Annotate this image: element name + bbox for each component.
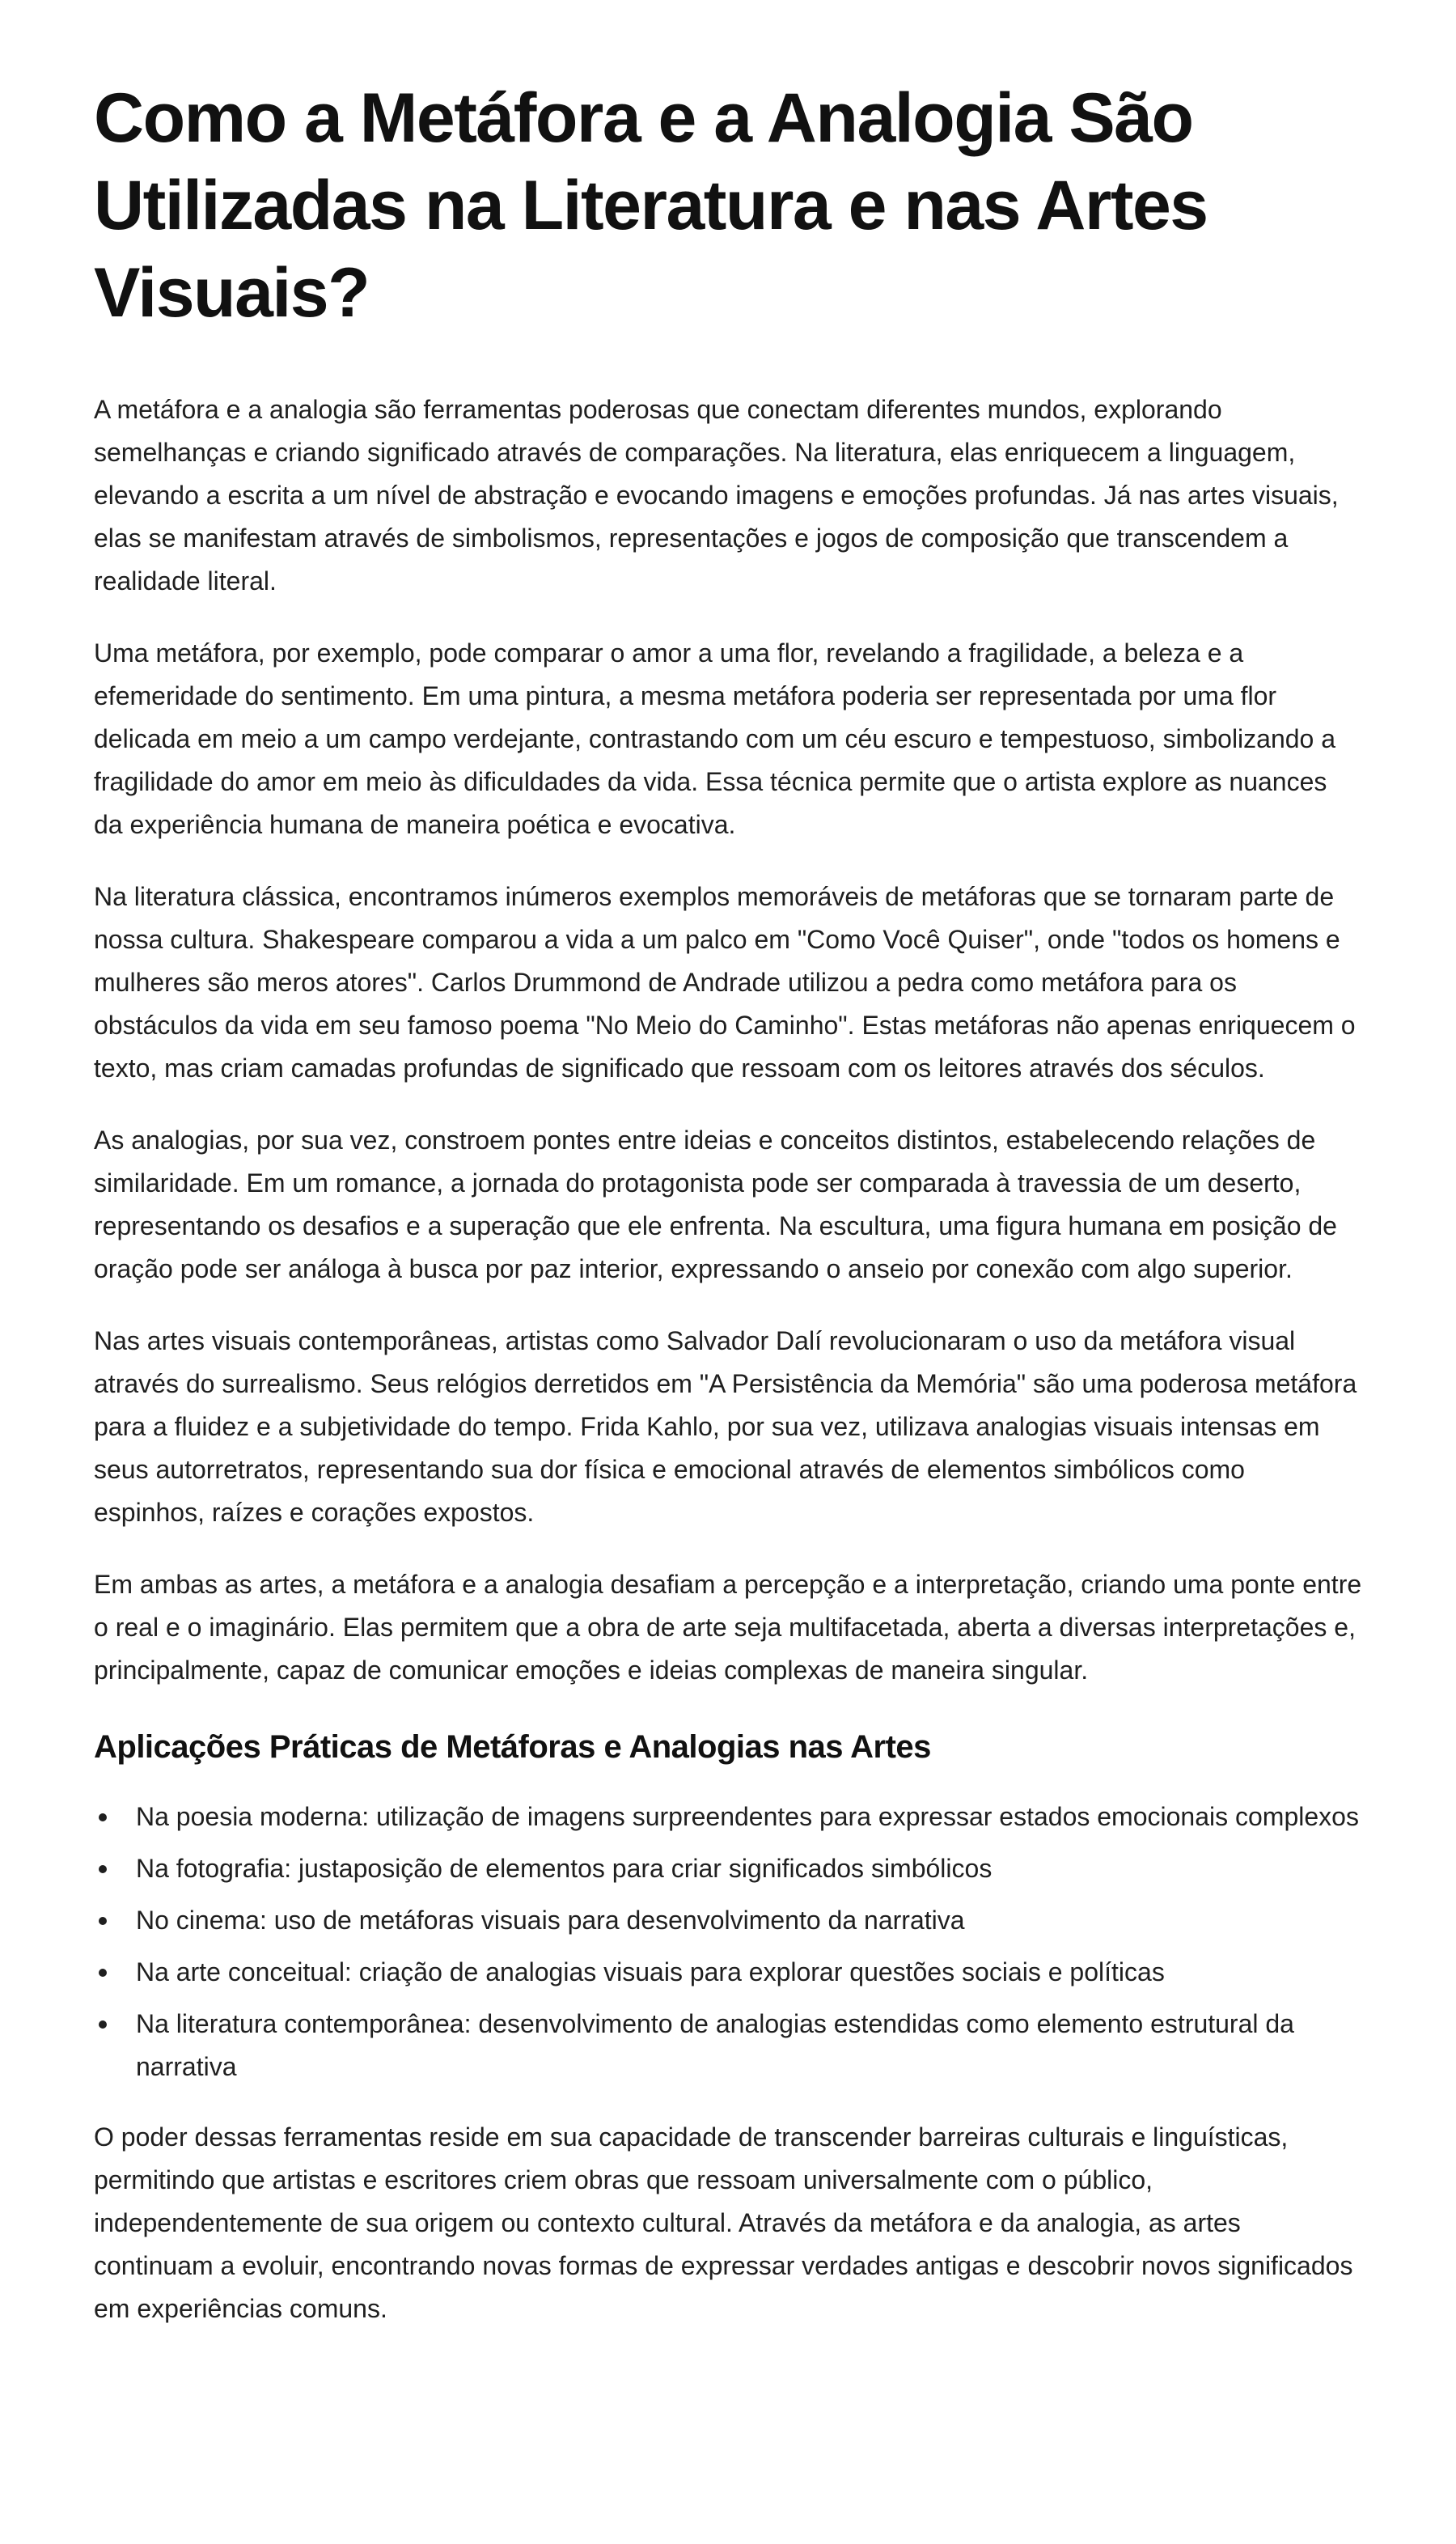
paragraph-contemporary-visual-arts: Nas artes visuais contemporâneas, artistas como Salvador Dalí revolucionaram o uso da metáfora visual através do surrealismo. Seus relógios derretidos em "A Persistência da Memória" são uma poderosa metáfora para a fluidez e a subjetividade do tempo. Frida Kahlo, por sua vez, utilizava analogias visuais intensas em seus autorretratos, representando sua dor física e emocional através de elementos simbólicos como espinhos, raízes e corações expostos. — [94, 1326, 1357, 1527]
paragraph-intro: A metáfora e a analogia são ferramentas poderosas que conectam diferentes mundos, explorando semelhanças e criando significado através de comparações. Na literatura, elas enriquecem a linguagem, elevando a escrita a um nível de abstração e evocando imagens e emoções profundas. Já nas artes visuais, elas se manifestam através de simbolismos, representações e jogos de composição que transcendem a realidade literal. — [94, 395, 1339, 596]
bullet-icon — [99, 1813, 107, 1821]
list-item — [94, 1951, 1362, 1994]
bullet-icon — [99, 2020, 107, 2029]
list-item-text: Na fotografia: justaposição de elementos para criar significados simbólicos — [136, 1854, 993, 1883]
list-item — [94, 2003, 1362, 2088]
bullet-icon — [99, 1969, 107, 1977]
list-item — [94, 1847, 1362, 1890]
paragraph-metaphor-example: Uma metáfora, por exemplo, pode comparar o amor a uma flor, revelando a fragilidade, a beleza e a efemeridade do sentimento. Em uma pintura, a mesma metáfora poderia ser representada por uma flor delicada em meio a um campo verdejante, contrastando com um céu escuro e tempestuoso, simbolizando a fragilidade do amor em meio às dificuldades da vida. Essa técnica permite que o artista explore as nuances da experiência humana de maneira poética e evocativa. — [94, 638, 1336, 839]
list-item-text: No cinema: uso de metáforas visuais para desenvolvimento da narrativa — [136, 1906, 965, 1935]
list-item — [94, 1899, 1362, 1942]
bullet-icon — [99, 1865, 107, 1873]
section-heading: Aplicações Práticas de Metáforas e Analogias nas Artes — [94, 1729, 931, 1765]
paragraph-closing: O poder dessas ferramentas reside em sua capacidade de transcender barreiras culturais e linguísticas, permitindo que artistas e escritores criem obras que ressoam universalmente com o público, independentemente de sua origem ou contexto cultural. Através da metáfora e da analogia, as artes continuam a evoluir, encontrando novas formas de expressar verdades antigas e descobrir novos significados em experiências comuns. — [94, 2122, 1353, 2323]
list-item-text: Na literatura contemporânea: desenvolvimento de analogias estendidas como elemento estrutural da narrativa — [136, 2009, 1294, 2081]
list-item-text: Na arte conceitual: criação de analogias visuais para explorar questões sociais e políticas — [136, 1957, 1165, 1986]
title-spacer — [94, 337, 1362, 388]
list-item — [94, 1796, 1362, 1838]
list-item-text: Na poesia moderna: utilização de imagens surpreendentes para expressar estados emocionais complexos — [136, 1802, 1359, 1831]
applications-list — [94, 1796, 1362, 2088]
article-title: Como a Metáfora e a Analogia São Utilizadas na Literatura e nas Artes Visuais? — [94, 79, 1208, 332]
bullet-icon — [99, 1917, 107, 1925]
paragraph-both-arts: Em ambas as artes, a metáfora e a analogia desafiam a percepção e a interpretação, criando uma ponte entre o real e o imaginário. Elas permitem que a obra de arte seja multifacetada, aberta a diversas interpretações e, principalmente, capaz de comunicar emoções e ideias complexas de maneira singular. — [94, 1570, 1362, 1685]
paragraph-classic-literature: Na literatura clássica, encontramos inúmeros exemplos memoráveis de metáforas que se tornaram parte de nossa cultura. Shakespeare comparou a vida a um palco em "Como Você Quiser", onde "todos os homens e mulheres são meros atores". Carlos Drummond de Andrade utilizou a pedra como metáfora para os obstáculos da vida em seu famoso poema "No Meio do Caminho". Estas metáforas não apenas enriquecem o texto, mas criam camadas profundas de significado que ressoam com os leitores através dos séculos. — [94, 882, 1356, 1083]
paragraph-analogies: As analogias, por sua vez, constroem pontes entre ideias e conceitos distintos, estabelecendo relações de similaridade. Em um romance, a jornada do protagonista pode ser comparada à travessia de um deserto, representando os desafios e a superação que ele enfrenta. Na escultura, uma figura humana em posição de oração pode ser análoga à busca por paz interior, expressando o anseio por conexão com algo superior. — [94, 1126, 1337, 1283]
